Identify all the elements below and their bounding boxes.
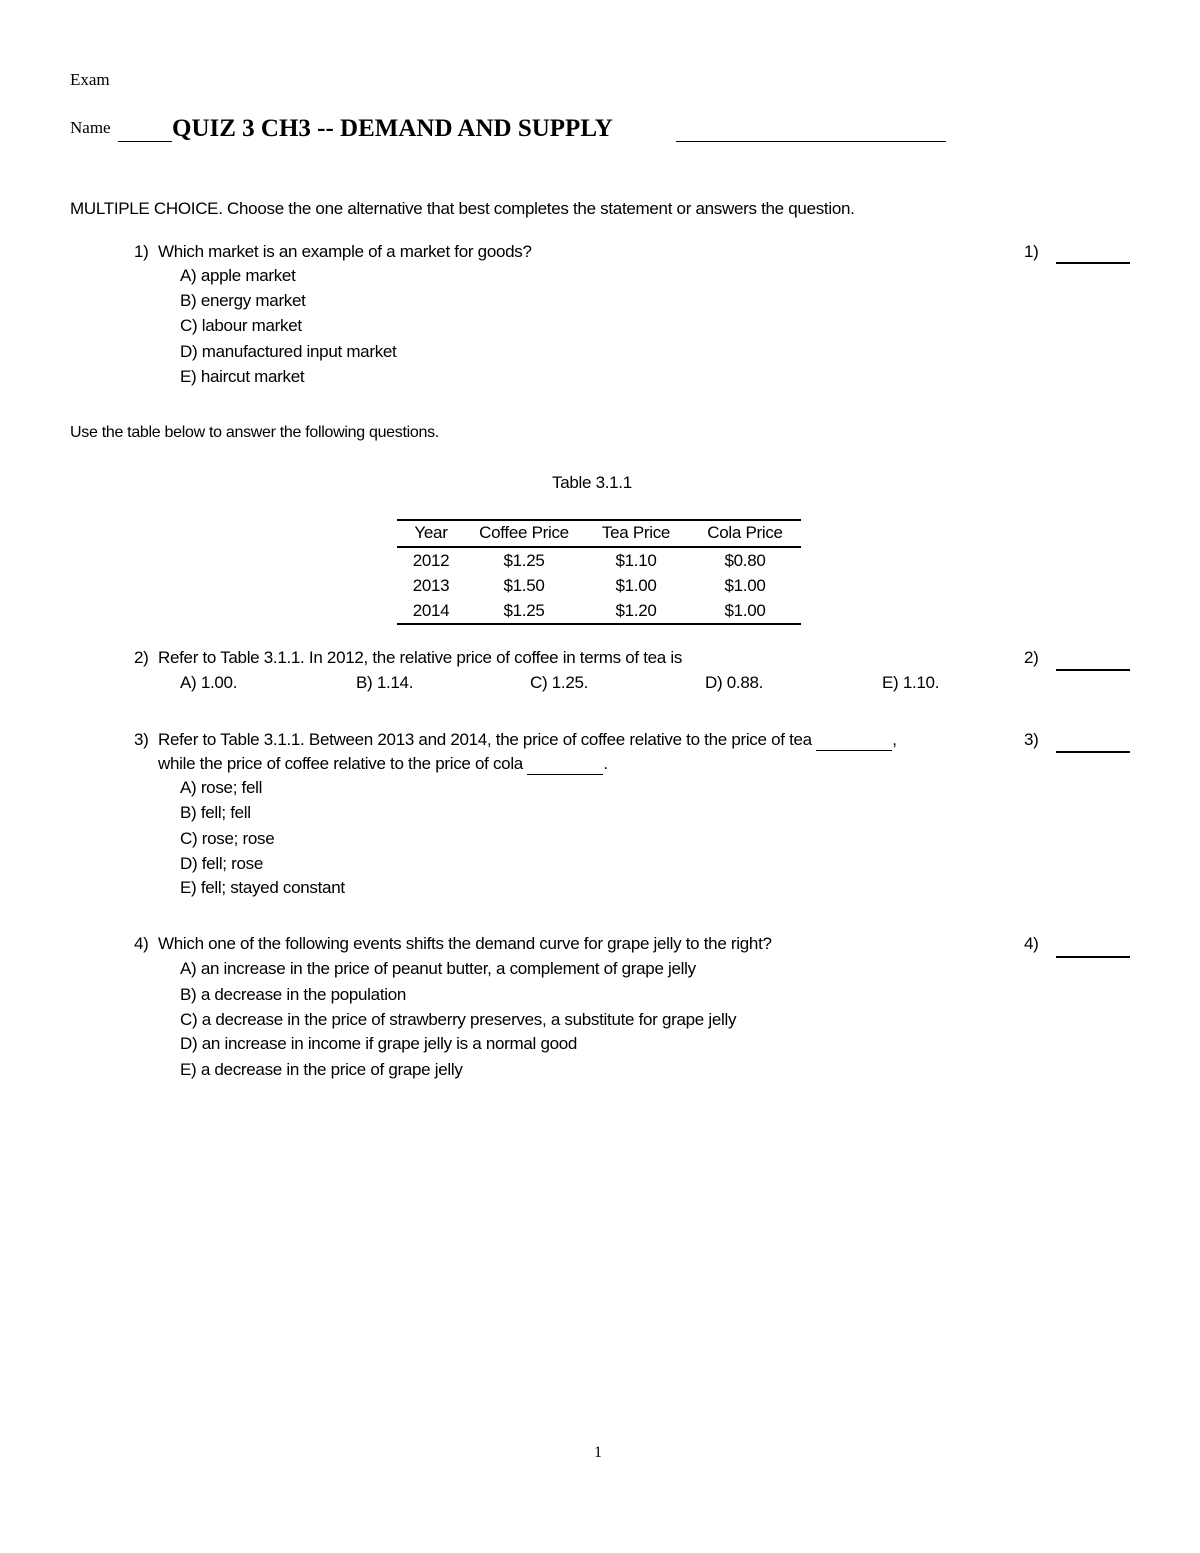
question-number: 3)	[134, 730, 149, 749]
answer-blank[interactable]	[1056, 262, 1130, 264]
table-row	[397, 547, 801, 573]
option-d: D) manufactured input market	[180, 342, 397, 361]
answer-label: 4)	[1024, 934, 1039, 953]
question-text-part: ,	[892, 730, 897, 749]
question-text: Which market is an example of a market for goods?	[158, 242, 532, 261]
option-e: E) haircut market	[180, 367, 305, 386]
option-e: E) fell; stayed constant	[180, 878, 345, 897]
table-intro: Use the table below to answer the following questions.	[70, 424, 439, 441]
page-title: QUIZ 3 CH3 -- DEMAND AND SUPPLY	[172, 115, 613, 142]
table-cell: $0.80	[724, 550, 766, 570]
option-b: B) 1.14.	[356, 673, 414, 692]
instructions: MULTIPLE CHOICE. Choose the one alternative that best completes the statement or answers the question.	[70, 199, 855, 218]
answer-label: 3)	[1024, 730, 1039, 749]
name-label: Name	[70, 118, 111, 137]
answer-blank[interactable]	[1056, 956, 1130, 958]
price-table	[397, 519, 801, 625]
table-cell: $1.50	[503, 575, 545, 595]
option-b: B) a decrease in the population	[180, 985, 407, 1004]
option-b: B) fell; fell	[180, 803, 251, 822]
table-cell: $1.20	[583, 598, 689, 624]
option-c: C) 1.25.	[530, 673, 589, 692]
table-cell: $1.00	[724, 575, 766, 595]
table-cell: $1.00	[689, 598, 801, 624]
page-number: 1	[594, 1444, 602, 1461]
option-a: A) apple market	[180, 266, 296, 285]
fill-blank	[527, 754, 603, 775]
option-c: C) a decrease in the price of strawberry preserves, a substitute for grape jelly	[180, 1010, 737, 1029]
table-cell: 2013	[412, 575, 450, 595]
option-d: D) 0.88.	[705, 673, 764, 692]
question-text-part: Refer to Table 3.1.1. Between 2013 and 2014, the price of coffee relative to the price of tea	[158, 730, 812, 749]
option-d: D) fell; rose	[180, 854, 264, 873]
table-row	[397, 573, 801, 598]
header-coffee-price: Coffee Price	[465, 520, 583, 547]
option-a: A) an increase in the price of peanut butter, a complement of grape jelly	[180, 959, 696, 978]
option-b: B) energy market	[180, 291, 306, 310]
table-header-row	[397, 520, 801, 547]
exam-label: Exam	[70, 70, 110, 89]
option-a: A) rose; fell	[180, 778, 263, 797]
question-text-part: while the price of coffee relative to the price of cola	[158, 754, 523, 773]
question-text-part: .	[603, 754, 608, 773]
answer-blank[interactable]	[1056, 669, 1130, 671]
table-cell: 2014	[397, 598, 465, 624]
question-text: Which one of the following events shifts the demand curve for grape jelly to the right?	[158, 934, 772, 953]
table-cell: $1.25	[503, 550, 545, 570]
table-cell: $1.25	[465, 598, 583, 624]
answer-blank[interactable]	[1056, 751, 1130, 753]
header-cola-price: Cola Price	[689, 520, 801, 547]
option-c: C) rose; rose	[180, 829, 275, 848]
answer-label: 1)	[1024, 242, 1039, 261]
question-number: 2)	[134, 648, 149, 667]
question-number: 4)	[134, 934, 149, 953]
option-e: E) 1.10.	[882, 673, 940, 692]
header-tea-price: Tea Price	[583, 520, 689, 547]
table-cell: $1.10	[615, 550, 657, 570]
table-cell: $1.00	[615, 575, 657, 595]
name-blank-line[interactable]	[118, 141, 172, 142]
table-cell: 2012	[412, 550, 450, 570]
option-e: E) a decrease in the price of grape jelly	[180, 1060, 463, 1079]
question-text: Refer to Table 3.1.1. In 2012, the relative price of coffee in terms of tea is	[158, 648, 683, 667]
option-d: D) an increase in income if grape jelly is a normal good	[180, 1034, 578, 1053]
option-c: C) labour market	[180, 316, 302, 335]
question-text-line-2	[158, 754, 608, 775]
option-a: A) 1.00.	[180, 673, 238, 692]
table-row	[397, 598, 801, 624]
question-number: 1)	[134, 242, 149, 261]
fill-blank	[816, 730, 892, 751]
answer-label: 2)	[1024, 648, 1039, 667]
header-year: Year	[397, 520, 465, 547]
title-blank-line	[676, 141, 946, 142]
question-text-line-1	[158, 730, 897, 751]
table-caption: Table 3.1.1	[552, 473, 632, 492]
